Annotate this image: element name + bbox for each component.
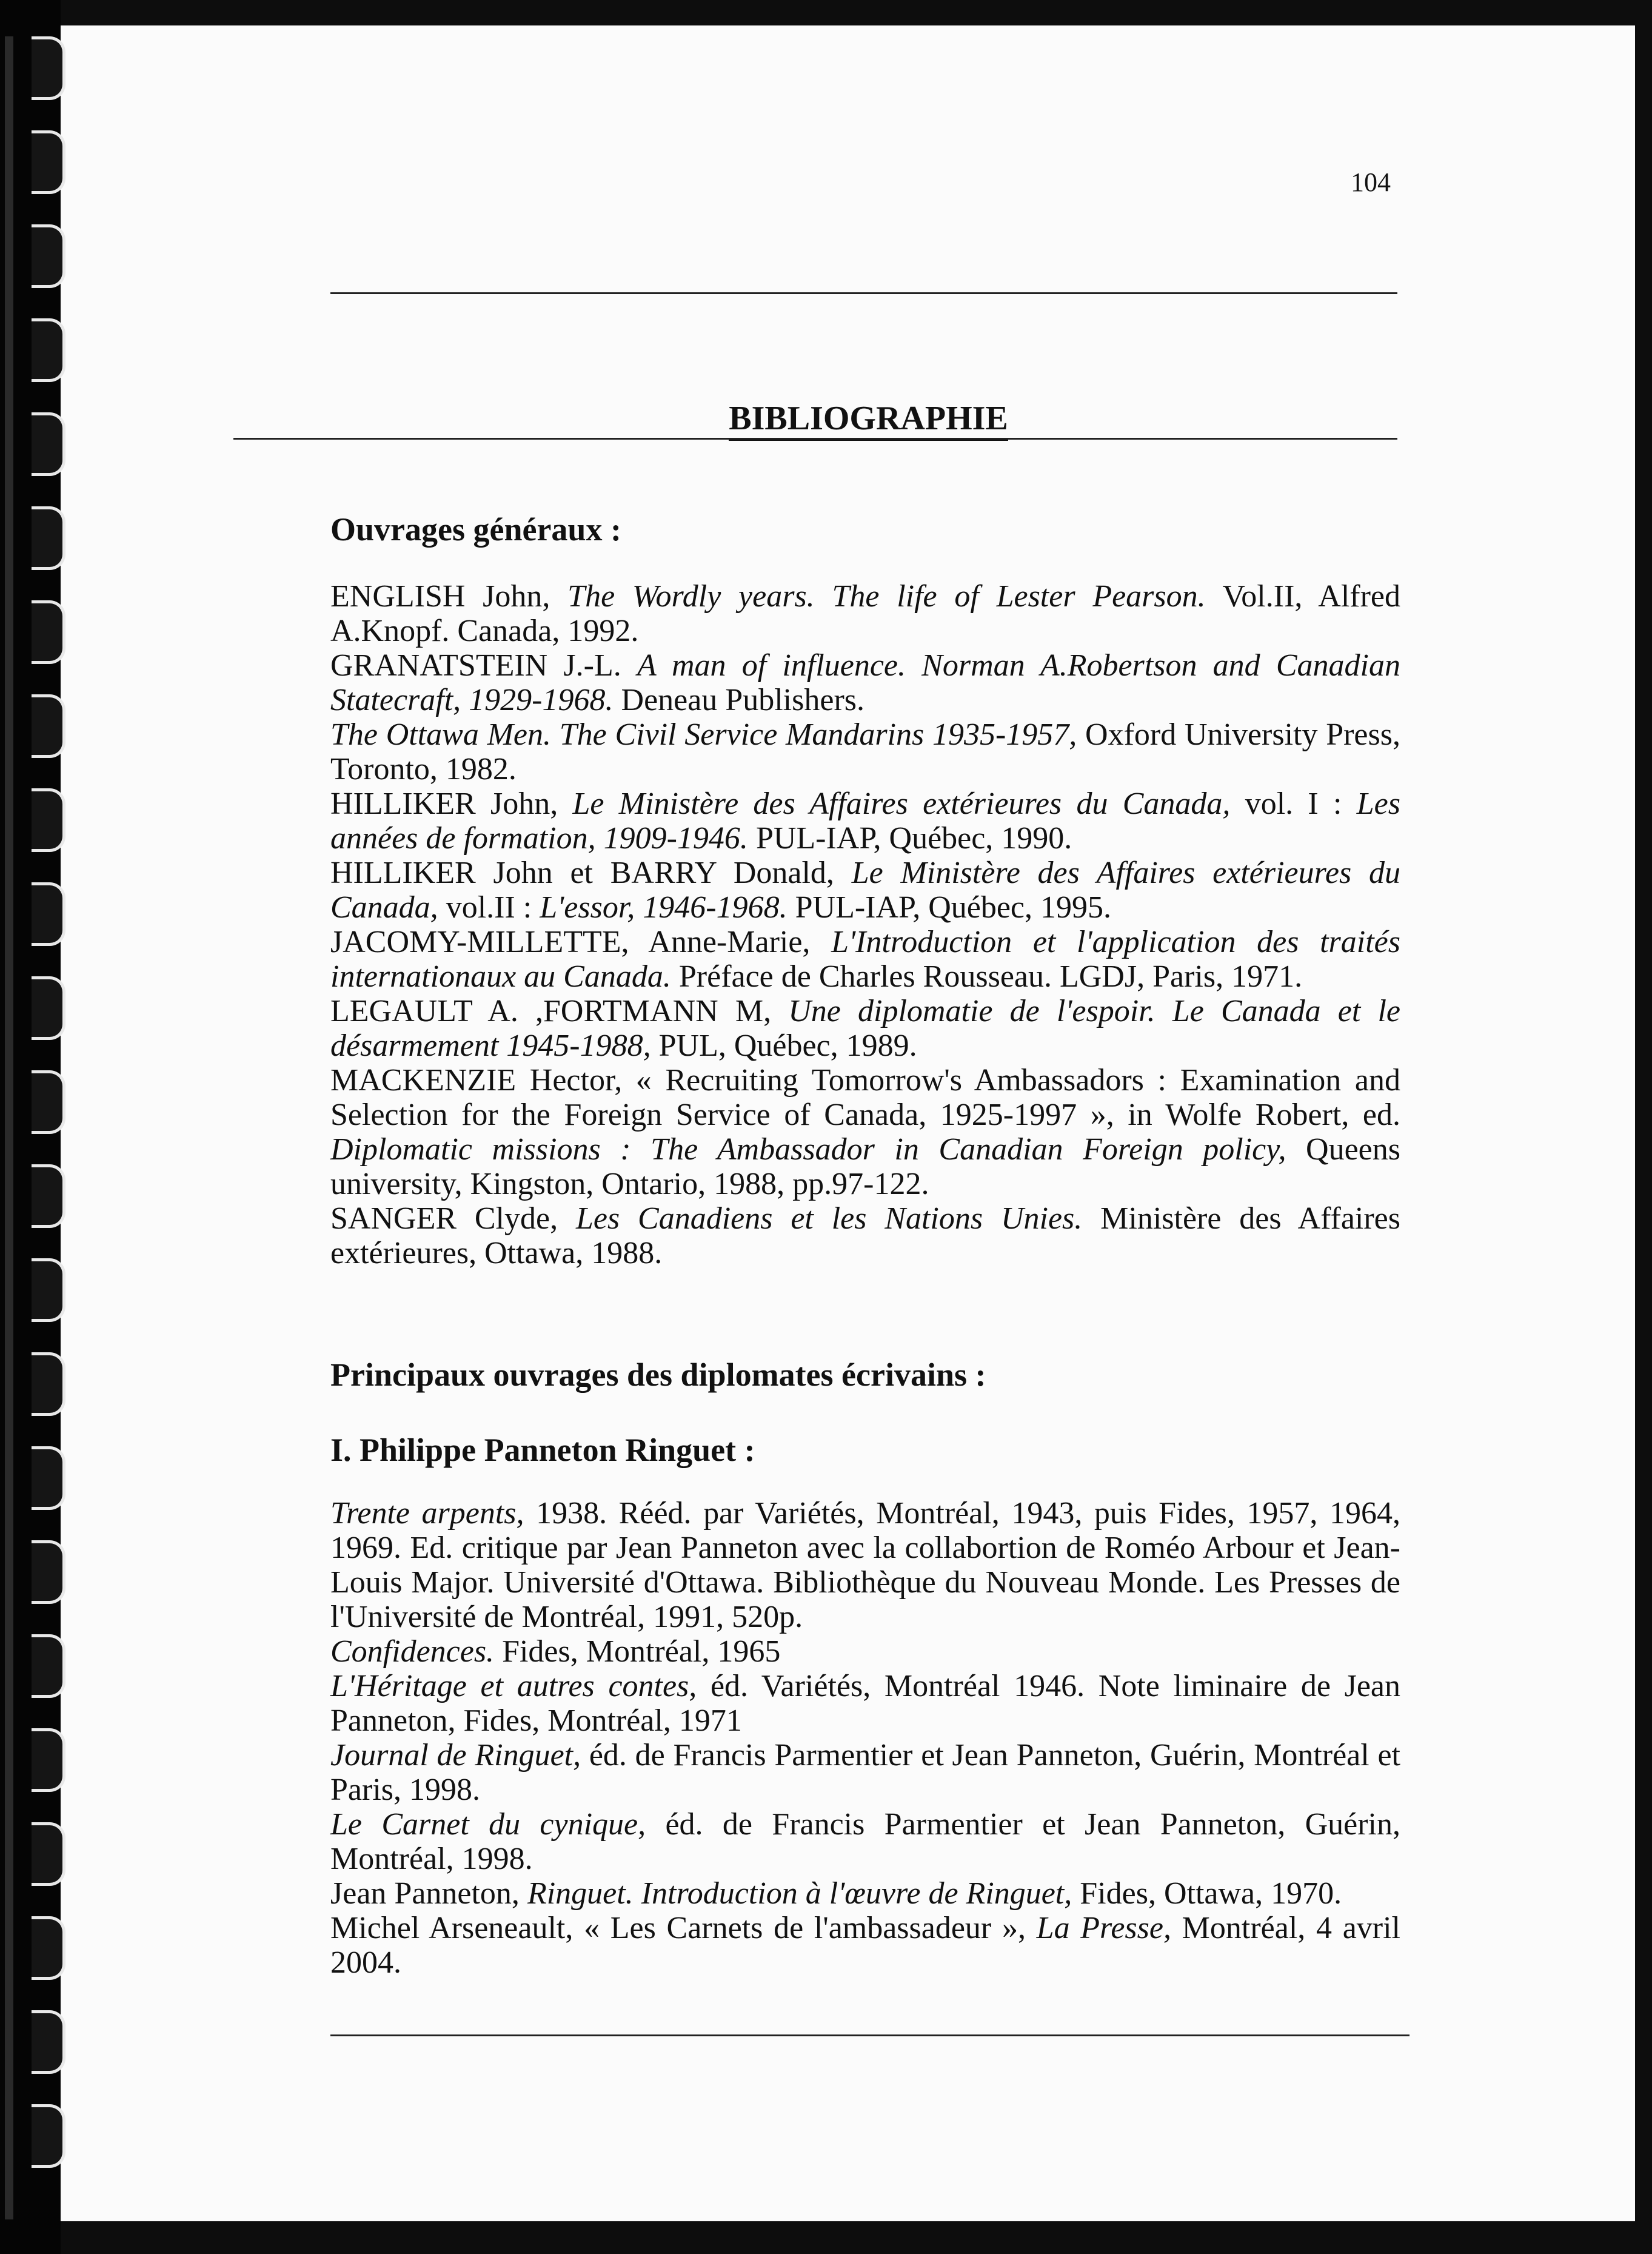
bibliography-entry [330,994,1400,1063]
bibliography-entry [330,1634,1400,1669]
bibliography-entry [330,1876,1400,1911]
entry-title-italic: Une diplomatie de l'espoir. Le Canada et le désarmement 1945-1988, [330,994,1400,1063]
title-rule [233,438,1397,440]
bibliography-entry [330,1063,1400,1201]
entry-title-italic: Les Canadiens et les Nations Unies. [575,1201,1083,1236]
page-number: 104 [1351,167,1391,197]
spiral-binding-ring-icon [32,2104,65,2168]
entry-text: Fides, Montréal, 1965 [494,1634,781,1669]
entry-text: Montréal, 4 avril 2004. [330,1911,1400,1980]
spiral-binding-ring-icon [32,1540,65,1604]
entry-text: JACOMY-MILLETTE, Anne-Marie, [330,925,832,959]
entry-text: éd. de Francis Parmentier et Jean Panneton, Guérin, Montréal, 1998. [330,1807,1400,1876]
bibliography-entry [330,1496,1400,1634]
bibliography-entry [330,856,1400,925]
spiral-binding-ring-icon [32,36,65,100]
entry-text: Michel Arseneault, « Les Carnets de l'ambassadeur », [330,1911,1037,1945]
entry-title-italic: L'essor, 1946-1968. [540,890,788,925]
entry-title-italic: Les années de formation, 1909-1946. [330,787,1400,856]
footer-rule [330,2034,1410,2036]
entry-title-italic: Le Ministère des Affaires extérieures du Canada, [572,787,1231,821]
bibliography-entry [330,1669,1400,1738]
entry-text: PUL, Québec, 1989. [650,1028,917,1063]
scan-top-edge [0,0,1652,25]
entry-text: Vol.II, Alfred A.Knopf. Canada, 1992. [330,579,1400,648]
bibliography-entry [330,717,1400,787]
entry-text: 1938. Rééd. par Variétés, Montréal, 1943, puis Fides, 1957, 1964, 1969. Ed. critique par Jean Panneton avec la collabortion de Roméo Arbour et Jean-Louis Major. Université d'Ottawa. Bibliothèque du Nouveau Monde. Les Presses de l'Université de Montréal, 1991, 520p. [330,1496,1400,1634]
section-heading-diplomats: Principaux ouvrages des diplomates écrivains : [330,1357,986,1393]
spiral-binding-ring-icon [32,1822,65,1886]
entry-title-italic: The Wordly years. The life of Lester Pearson. [567,579,1206,614]
entry-text: Ministère des Affaires extérieures, Ottawa, 1988. [330,1201,1400,1270]
title-text: BIBLIOGRAPHIE [729,400,1008,441]
spiral-binding-ring-icon [32,1164,65,1228]
entry-text: éd. de Francis Parmentier et Jean Panneton, Guérin, Montréal et Paris, 1998. [330,1738,1400,1807]
entry-title-italic: Confidences. [330,1634,495,1669]
scan-right-edge [1635,0,1652,2254]
ringuet-works-list [330,1496,1400,1980]
entry-text: PUL-IAP, Québec, 1990. [747,821,1072,856]
bibliography-entry [330,1911,1400,1980]
entry-text: vol. I : [1230,787,1357,821]
bibliography-entry [330,1738,1400,1807]
section-heading-general: Ouvrages généraux : [330,511,621,548]
spiral-binding-ring-icon [32,976,65,1040]
bibliography-entry [330,579,1400,648]
entry-title-italic: Ringuet. Introduction à l'œuvre de Ringuet, [527,1876,1072,1911]
entry-title-italic: Journal de Ringuet, [330,1738,581,1773]
entry-text: PUL-IAP, Québec, 1995. [787,890,1111,925]
entry-text: HILLIKER John, [330,787,573,821]
entry-text: SANGER Clyde, [330,1201,576,1236]
entry-title-italic: Le Ministère des Affaires extérieures du Canada, [330,856,1400,925]
spiral-binding-ring-icon [32,506,65,570]
entry-text: Queens university, Kingston, Ontario, 1988, pp.97-122. [330,1132,1400,1201]
spiral-binding-ring-icon [32,2010,65,2074]
entry-text: vol.II : [438,890,540,925]
header-rule [330,292,1397,294]
bibliography-entry [330,1201,1400,1270]
spiral-binding-ring-icon [32,694,65,758]
entry-title-italic: Trente arpents, [330,1496,524,1531]
entry-text: GRANATSTEIN J.-L. [330,648,637,683]
entry-text: éd. Variétés, Montréal 1946. Note liminaire de Jean Panneton, Fides, Montréal, 1971 [330,1669,1401,1738]
entry-text: HILLIKER John et BARRY Donald, [330,856,852,890]
bibliography-entry [330,925,1400,994]
bibliography-entry [330,787,1400,856]
general-works-list [330,579,1400,1270]
spiral-binding-ring-icon [32,1916,65,1980]
spiral-binding-ring-icon [32,1634,65,1698]
entry-text: Oxford University Press, Toronto, 1982. [330,717,1400,787]
spiral-binding-ring-icon [32,224,65,288]
binding-edge-line [5,36,13,2219]
spiral-binding-ring-icon [32,882,65,946]
spiral-binding-ring-icon [32,130,65,194]
entry-text: Préface de Charles Rousseau. LGDJ, Paris, 1971. [670,959,1303,994]
entry-text: Fides, Ottawa, 1970. [1072,1876,1342,1911]
page-title [0,399,1652,438]
spiral-binding-ring-icon [32,1258,65,1322]
spiral-binding-ring-icon [32,788,65,852]
bibliography-entry [330,1807,1400,1876]
spiral-binding-ring-icon [32,1446,65,1510]
scan-bottom-edge [0,2221,1652,2254]
entry-text: Jean Panneton, [330,1876,527,1911]
spiral-binding-ring-icon [32,1352,65,1416]
entry-title-italic: L'Héritage et autres contes, [330,1669,697,1703]
entry-title-italic: Diplomatic missions : The Ambassador in Canadian Foreign policy, [330,1132,1286,1167]
spiral-binding-ring-icon [32,318,65,382]
spiral-binding-ring-icon [32,1070,65,1134]
entry-title-italic: Le Carnet du cynique, [330,1807,646,1842]
entry-text: LEGAULT A. ,FORTMANN M, [330,994,789,1028]
subsection-heading-ringuet: I. Philippe Panneton Ringuet : [330,1432,755,1468]
entry-title-italic: The Ottawa Men. The Civil Service Mandarins 1935-1957, [330,717,1077,752]
entry-title-italic: A man of influence. Norman A.Robertson and Canadian Statecraft, 1929-1968. [330,648,1400,717]
spiral-binding-ring-icon [32,600,65,664]
entry-title-italic: La Presse, [1036,1911,1171,1945]
entry-text: ENGLISH John, [330,579,568,614]
entry-text: Deneau Publishers. [613,683,864,717]
spiral-binding-ring-icon [32,1728,65,1792]
bibliography-entry [330,648,1400,717]
entry-title-italic: L'Introduction et l'application des traités internationaux au Canada. [330,925,1400,994]
entry-text: MACKENZIE Hector, « Recruiting Tomorrow's Ambassadors : Examination and Selection for the Foreign Service of Canada, 1925-1997 », in Wolfe Robert, ed. [330,1063,1400,1132]
